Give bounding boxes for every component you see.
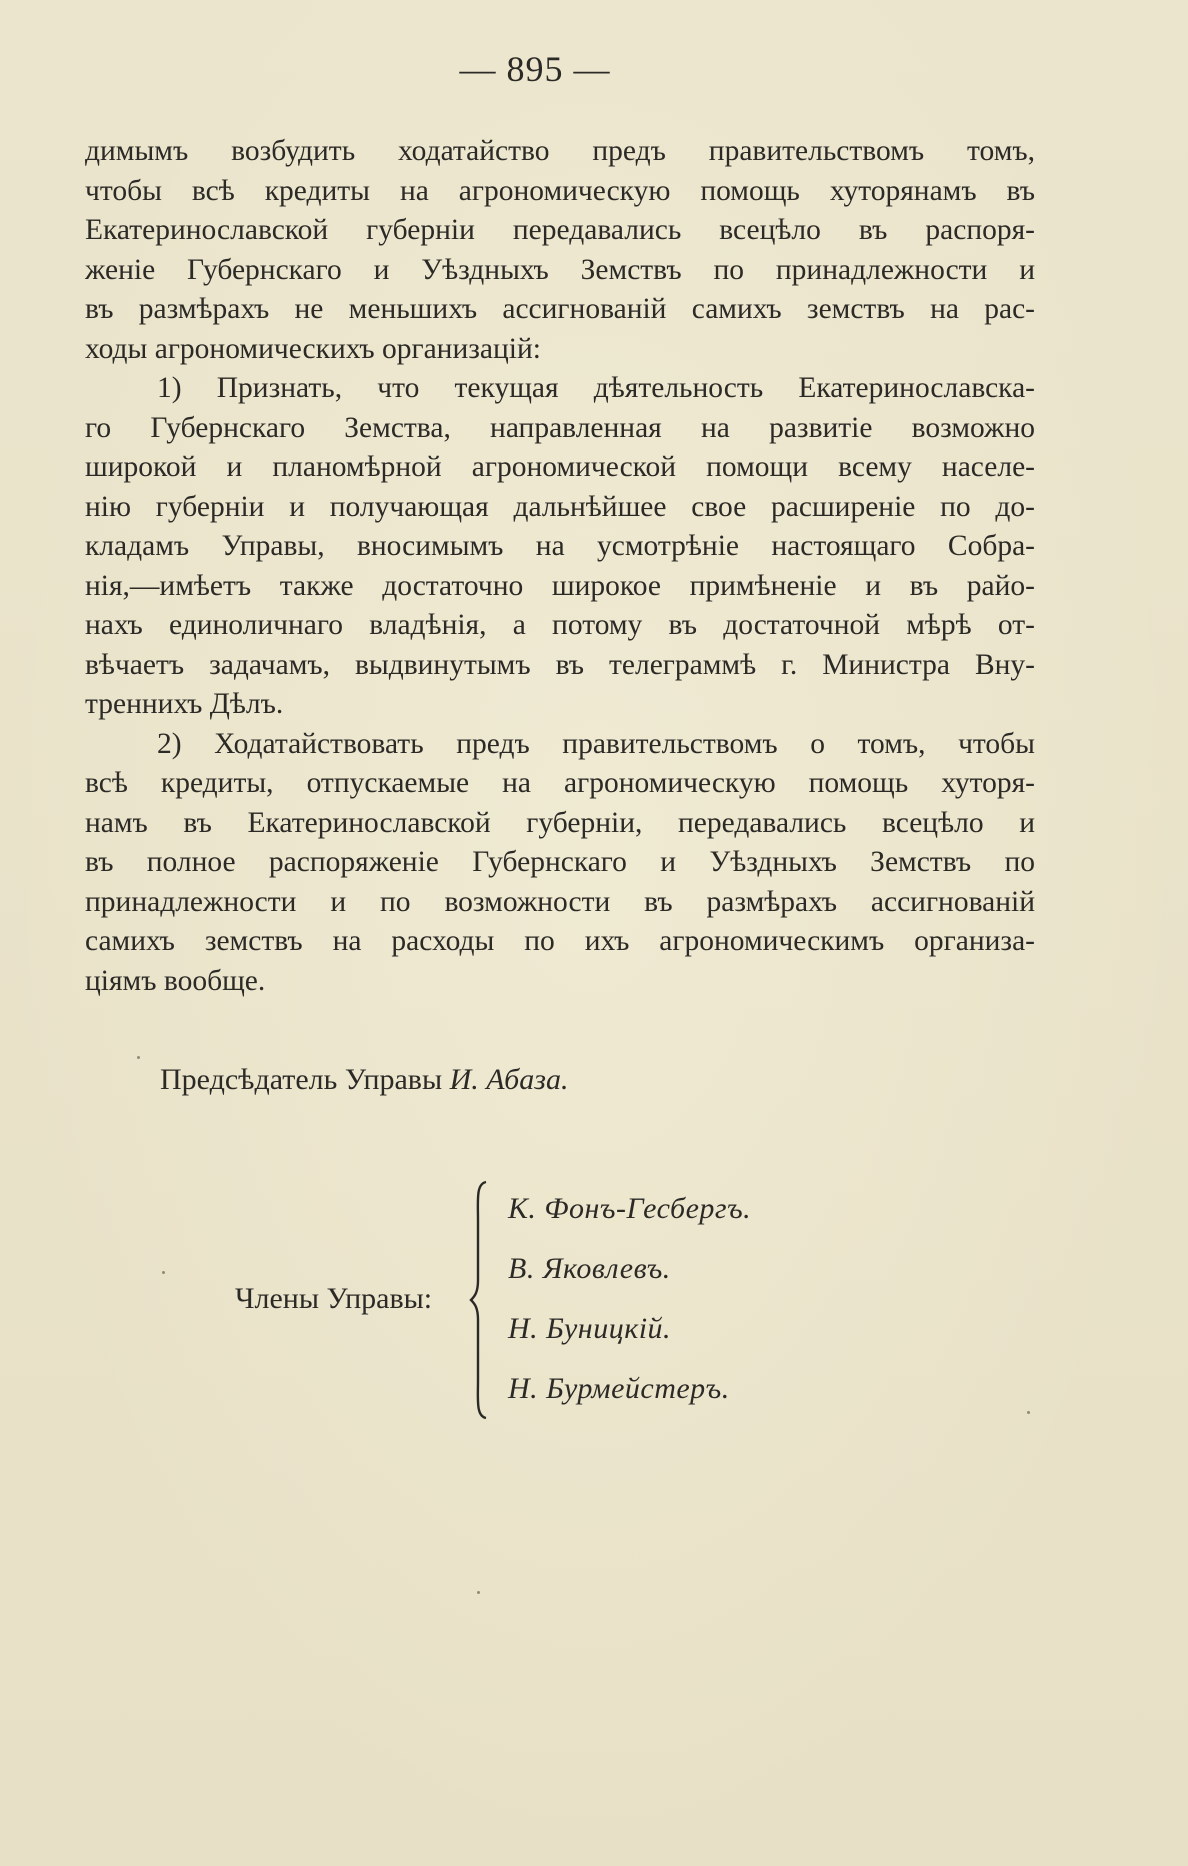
chairman-signature	[160, 1063, 568, 1097]
text-line: ходы агрономическихъ организацій:	[85, 332, 541, 365]
paper-speck	[137, 1056, 140, 1059]
text-line: ціямъ вообще.	[85, 964, 266, 997]
text-line: въ полное распоряженіе Губернскаго и Уѣздныхъ Земствъ по	[85, 846, 1035, 878]
page-number: — 895 —	[459, 49, 611, 89]
text-line: нахъ единоличнаго владѣнія, а потому въ достаточной мѣрѣ от-	[85, 609, 1035, 641]
text-line: димымъ возбудить ходатайство предъ правительствомъ томъ,	[85, 135, 1035, 167]
member-name: Н. Буницкій.	[508, 1312, 672, 1345]
text-line: нія,—имѣетъ также достаточно широкое примѣненіе и въ райо-	[85, 569, 1035, 602]
text-line: нію губерніи и получающая дальнѣйшее свое расширеніе по до-	[85, 490, 1035, 523]
paper-speck	[477, 1591, 480, 1594]
text-line: въ размѣрахъ не меньшихъ ассигнованій самихъ земствъ на рас-	[85, 293, 1035, 325]
members-list	[508, 1186, 751, 1426]
text-line: 1) Признать, что текущая дѣятельность Екатеринославска-	[157, 372, 1035, 404]
chairman-title: Предсѣдатель Управы	[160, 1063, 443, 1096]
text-line: женіе Губернскаго и Уѣздныхъ Земствъ по принадлежности и	[85, 253, 1035, 286]
text-line: самихъ земствъ на расходы по ихъ агрономическимъ организа-	[85, 925, 1035, 957]
text-line: намъ въ Екатеринославской губерніи, передавались всецѣло и	[85, 806, 1035, 839]
text-line: всѣ кредиты, отпускаемые на агрономическую помощь хуторя-	[85, 767, 1035, 799]
paper-speck	[162, 1271, 165, 1274]
member-name: Н. Бурмейстеръ.	[508, 1372, 730, 1405]
text-line: треннихъ Дѣлъ.	[85, 688, 284, 720]
member-name: В. Яковлевъ.	[508, 1252, 671, 1285]
text-line: вѣчаетъ задачамъ, выдвинутымъ въ телеграммѣ г. Министра Вну-	[85, 648, 1035, 681]
member-name: К. Фонъ-Гесбергъ.	[508, 1192, 752, 1225]
paper-speck	[1027, 1411, 1030, 1414]
text-line: чтобы всѣ кредиты на агрономическую помощь хуторянамъ въ	[85, 174, 1035, 207]
text-line: принадлежности и по возможности въ размѣрахъ ассигнованій	[85, 885, 1035, 918]
text-line: Екатеринославской губерніи передавались всецѣло въ распоря-	[85, 214, 1035, 246]
text-line: го Губернскаго Земства, направленная на развитіе возможно	[85, 411, 1035, 444]
text-line: кладамъ Управы, вносимымъ на усмотрѣніе настоящаго Собра-	[85, 530, 1035, 562]
members-label: Члены Управы:	[235, 1282, 433, 1315]
body-text	[85, 132, 1035, 1001]
text-line: 2) Ходатайствовать предъ правительствомъ о томъ, чтобы	[157, 727, 1035, 760]
text-line: широкой и планомѣрной агрономической помощи всему населе-	[85, 451, 1035, 483]
chairman-name: И. Абаза.	[449, 1063, 569, 1096]
curly-brace	[468, 1180, 490, 1420]
